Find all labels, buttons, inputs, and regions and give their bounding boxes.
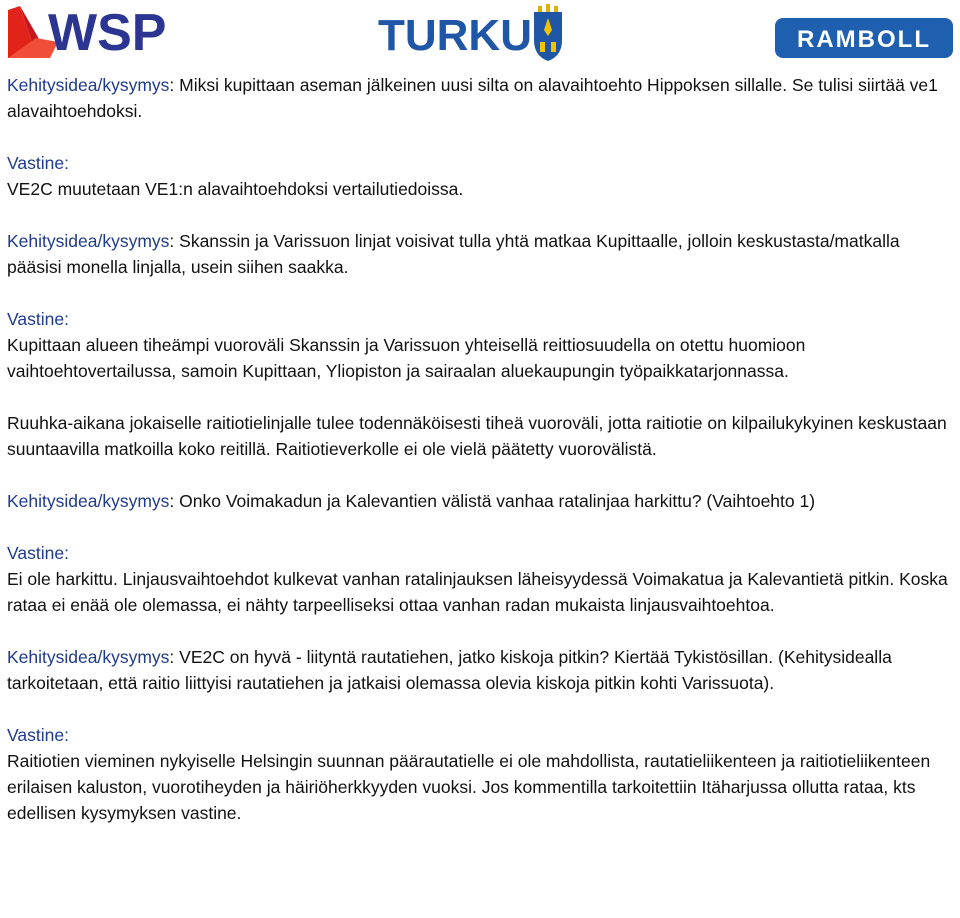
answer-label-2: Vastine: [7,309,69,329]
wsp-logo [6,2,188,62]
turku-coat-of-arms-icon [534,4,562,61]
answer-label-1: Vastine: [7,153,69,173]
answer-label-3: Vastine: [7,543,69,563]
question-label: Kehitysidea/kysymys [7,75,170,95]
question-3 [7,488,953,514]
question-label: Kehitysidea/kysymys [7,491,170,511]
svg-text:RAMBOLL: RAMBOLL [797,26,931,53]
question-text: : Onko Voimakadun ja Kalevantien välistä vanhaa ratalinjaa harkittu? (Vaihtoehto 1) [169,491,816,511]
header-logos [0,0,960,68]
question-text: : VE2C on hyvä - liityntä rautatiehen, jatko kiskoja pitkin? Kiertää Tykistösillan. (Kehitysidealla tarkoitetaan, että raitio liittyisi rautatiehen ja jatkaisi olemassa olevia kiskoja pitkin kohti Varissuota). [7,647,892,693]
answer-3-paragraph-1: Ei ole harkittu. Linjausvaihtoehdot kulkevat vanhan ratalinjauksen läheisyydessä Voimakatua ja Kalevantietä pitkin. Koska rataa ei enää ole olemassa, ei nähty tarpeelliseksi ottaa vanhan radan mukaista linjausvaihtoehtoa. [7,569,948,615]
question-label: Kehitysidea/kysymys [7,647,170,667]
turku-logo [378,4,584,62]
answer-2-paragraph-2: Ruuhka-aikana jokaiselle raitiotielinjalle tulee todennäköisesti tiheä vuoroväli, jotta raitiotie on kilpailukykyinen keskustaan suuntaavilla matkoilla koko reitillä. Raitiotieverkolle ei ole vielä päätetty vuorovälistä. [7,413,947,459]
question-1 [7,72,953,124]
svg-text:WSP: WSP [48,4,167,62]
question-text: : Miksi kupittaan aseman jälkeinen uusi silta on alavaihtoehto Hippoksen sillalle. Se tulisi siirtää ve1 alavaihtoehdoksi. [7,75,938,121]
answer-4-paragraph-1: Raitiotien vieminen nykyiselle Helsingin suunnan päärautatielle ei ole mahdollista, rautatieliikenteen ja raitiotieliikenteen erilaisen kaluston, vuorotiheyden ja häiriöherkkyyden vuoksi. Jos kommentilla tarkoitettiin Itäharjussa ollutta rataa, kts edellisen kysymyksen vastine. [7,751,931,823]
comments-document [7,72,953,826]
answer-2-paragraph-1: Kupittaan alueen tiheämpi vuoroväli Skanssin ja Varissuon yhteisellä reittiosuudella on otettu huomioon vaihtoehtovertailussa, samoin Kupittaan, Yliopiston ja sairaalan aluekaupungin työpaikkatarjonnassa. [7,335,806,381]
ramboll-logo [775,18,953,58]
question-2 [7,228,953,280]
svg-text:TURKU: TURKU [378,11,532,60]
question-4 [7,644,953,696]
answer-label-4: Vastine: [7,725,69,745]
question-text: : Skanssin ja Varissuon linjat voisivat tulla yhtä matkaa Kupittaalle, jolloin keskustasta/matkalla pääsisi monella linjalla, usein siihen saakka. [7,231,900,277]
answer-1-paragraph-1: VE2C muutetaan VE1:n alavaihtoehdoksi vertailutiedoissa. [7,179,464,199]
question-label: Kehitysidea/kysymys [7,231,170,251]
